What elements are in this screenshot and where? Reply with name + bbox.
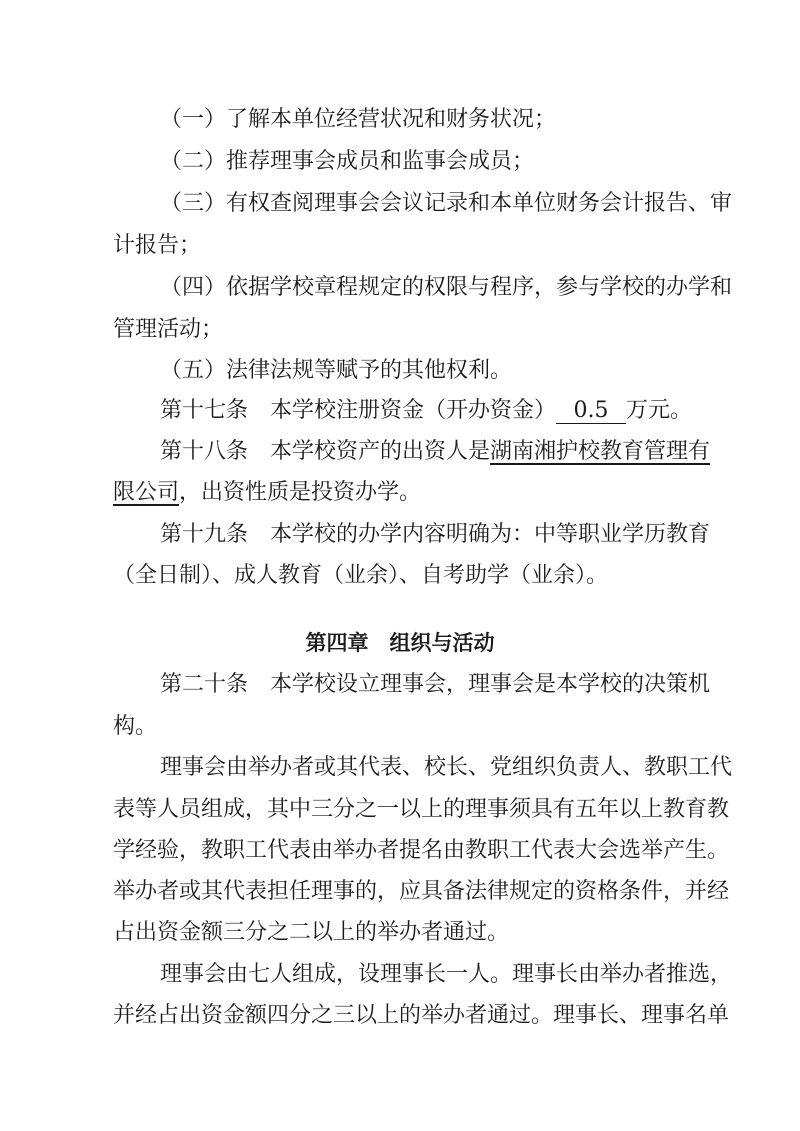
chapter-4-title: 第四章 组织与活动 <box>305 631 495 655</box>
article-17 <box>160 396 800 426</box>
article-17-unit: 万元。 <box>626 398 693 423</box>
paragraph-2-line-1: 理事会由七人组成，设理事长一人。理事长由举办者推选， <box>160 962 733 987</box>
registered-capital-amount: 0.5 <box>556 399 626 424</box>
clause-item-3-line-1: （三）有权查阅理事会会议记录和本单位财务会计报告、审 <box>160 191 733 216</box>
article-20-line-2: 构。 <box>113 714 158 739</box>
article-20-line-1: 第二十条 本学校设立理事会，理事会是本学校的决策机 <box>160 672 711 697</box>
article-18-line-1 <box>160 437 711 467</box>
clause-item-2: （二）推荐理事会成员和监事会成员； <box>160 149 535 174</box>
article-18-tail: ，出资性质是投资办学。 <box>179 480 422 505</box>
article-18-line-2 <box>113 478 800 508</box>
clause-item-3-line-2: 计报告； <box>113 233 202 258</box>
paragraph-1-line-5: 占出资金额三分之二以上的举办者通过。 <box>113 920 510 945</box>
investor-name-part-1: 湖南湘护校教育管理有 <box>490 439 711 464</box>
paragraph-2-line-2: 并经占出资金额四分之三以上的举办者通过。理事长、理事名单 <box>113 1003 730 1028</box>
article-19-line-2: （全日制）、成人教育（业余）、自考助学（业余）。 <box>113 563 609 588</box>
investor-name-part-2: 限公司 <box>113 480 180 505</box>
clause-item-4-line-1: （四）依据学校章程规定的权限与程序，参与学校的办学和 <box>160 275 733 300</box>
article-17-lead: 第十七条 本学校注册资金（开办资金） <box>160 398 557 423</box>
article-19-line-1: 第十九条 本学校的办学内容明确为：中等职业学历教育 <box>160 522 711 547</box>
paragraph-1-line-1: 理事会由举办者或其代表、校长、党组织负责人、教职工代 <box>160 755 733 780</box>
article-18-lead: 第十八条 本学校资产的出资人是 <box>160 439 491 464</box>
paragraph-1-line-3: 学经验，教职工代表由举办者提名由教职工代表大会选举产生。 <box>113 838 730 863</box>
paragraph-1-line-2: 表等人员组成，其中三分之一以上的理事须具有五年以上教育教 <box>113 797 730 822</box>
clause-item-5: （五）法律法规等赋予的其他权利。 <box>160 358 513 383</box>
paragraph-1-line-4: 举办者或其代表担任理事的，应具备法律规定的资格条件，并经 <box>113 879 730 904</box>
clause-item-4-line-2: 管理活动； <box>113 317 224 342</box>
clause-item-1: （一）了解本单位经营状况和财务状况； <box>160 107 557 132</box>
